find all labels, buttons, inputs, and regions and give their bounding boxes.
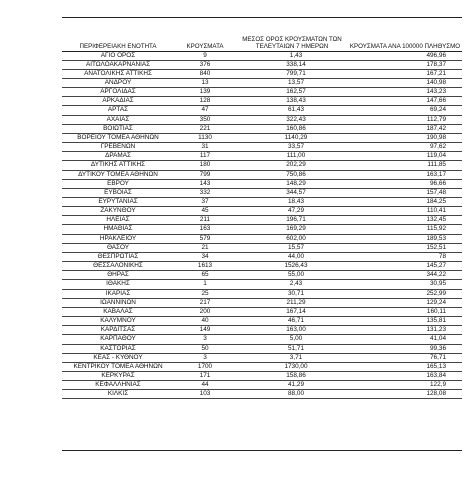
cell-per100k: 189,53 bbox=[348, 234, 462, 243]
cell-per100k: 190,98 bbox=[348, 133, 462, 142]
cell-cases: 579 bbox=[174, 234, 236, 243]
cell-avg7: 750,86 bbox=[236, 170, 348, 179]
cell-avg7: 138,43 bbox=[236, 97, 348, 106]
table-row bbox=[62, 88, 462, 97]
cell-avg7: 1140,29 bbox=[236, 133, 348, 142]
table-row bbox=[62, 317, 462, 326]
cell-region: ΘΗΡΑΣ bbox=[62, 271, 174, 280]
cell-avg7: 61,43 bbox=[236, 106, 348, 115]
cell-cases: 40 bbox=[174, 317, 236, 326]
cell-per100k: 69,24 bbox=[348, 106, 462, 115]
table-row bbox=[62, 106, 462, 115]
cell-cases: 332 bbox=[174, 188, 236, 197]
cell-cases: 211 bbox=[174, 216, 236, 225]
cell-avg7: 162,57 bbox=[236, 88, 348, 97]
cell-per100k: 110,41 bbox=[348, 207, 462, 216]
cell-avg7: 30,71 bbox=[236, 289, 348, 298]
cell-per100k: 184,25 bbox=[348, 198, 462, 207]
table-row bbox=[62, 326, 462, 335]
table-row bbox=[62, 51, 462, 60]
cell-cases: 128 bbox=[174, 97, 236, 106]
cell-avg7: 18,43 bbox=[236, 198, 348, 207]
cell-avg7: 1730,00 bbox=[236, 362, 348, 371]
cell-region: ΚΑΒΑΛΑΣ bbox=[62, 307, 174, 316]
cell-region: ΘΑΣΟΥ bbox=[62, 243, 174, 252]
table-row bbox=[62, 262, 462, 271]
cell-avg7: 5,00 bbox=[236, 335, 348, 344]
cell-cases: 103 bbox=[174, 390, 236, 399]
cell-cases: 217 bbox=[174, 298, 236, 307]
cell-avg7: 3,71 bbox=[236, 353, 348, 362]
cell-per100k: 122,9 bbox=[348, 381, 462, 390]
cell-region: ΖΑΚΥΝΘΟΥ bbox=[62, 207, 174, 216]
cell-avg7: 338,14 bbox=[236, 60, 348, 69]
cell-per100k: 157,48 bbox=[348, 188, 462, 197]
cell-cases: 1700 bbox=[174, 362, 236, 371]
cell-region: ΑΡΚΑΔΙΑΣ bbox=[62, 97, 174, 106]
cell-cases: 799 bbox=[174, 170, 236, 179]
table-row bbox=[62, 133, 462, 142]
cell-cases: 31 bbox=[174, 143, 236, 152]
cell-cases: 149 bbox=[174, 326, 236, 335]
table-body bbox=[62, 51, 462, 399]
table-row bbox=[62, 143, 462, 152]
table-row bbox=[62, 216, 462, 225]
cell-region: ΑΙΤΩΛΟΑΚΑΡΝΑΝΙΑΣ bbox=[62, 60, 174, 69]
cell-avg7: 88,00 bbox=[236, 390, 348, 399]
cell-region: ΙΚΑΡΙΑΣ bbox=[62, 289, 174, 298]
table-row bbox=[62, 179, 462, 188]
cell-cases: 45 bbox=[174, 207, 236, 216]
table-row bbox=[62, 307, 462, 316]
table-row bbox=[62, 298, 462, 307]
cell-region: ΚΑΣΤΟΡΙΑΣ bbox=[62, 344, 174, 353]
cell-region: ΓΡΕΒΕΝΩΝ bbox=[62, 143, 174, 152]
header-cases: ΚΡΟΥΣΜΑΤΑ bbox=[174, 27, 236, 51]
cell-avg7: 111,00 bbox=[236, 152, 348, 161]
cell-avg7: 1,43 bbox=[236, 51, 348, 60]
cell-avg7: 160,86 bbox=[236, 124, 348, 133]
cell-region: ΕΥΒΟΙΑΣ bbox=[62, 188, 174, 197]
cell-per100k: 112,79 bbox=[348, 115, 462, 124]
cell-per100k: 96,66 bbox=[348, 179, 462, 188]
cell-avg7: 13,57 bbox=[236, 78, 348, 87]
table-row bbox=[62, 353, 462, 362]
cell-per100k: 140,98 bbox=[348, 78, 462, 87]
cell-per100k: 41,04 bbox=[348, 335, 462, 344]
cell-cases: 9 bbox=[174, 51, 236, 60]
cell-avg7: 55,00 bbox=[236, 271, 348, 280]
table-row bbox=[62, 60, 462, 69]
cell-per100k: 163,17 bbox=[348, 170, 462, 179]
cell-cases: 139 bbox=[174, 88, 236, 97]
cell-per100k: 128,08 bbox=[348, 390, 462, 399]
cell-avg7: 163,00 bbox=[236, 326, 348, 335]
cell-region: ΑΝΑΤΟΛΙΚΗΣ ΑΤΤΙΚΗΣ bbox=[62, 69, 174, 78]
cell-region: ΑΡΓΟΛΙΔΑΣ bbox=[62, 88, 174, 97]
table-row bbox=[62, 252, 462, 261]
cell-region: ΘΕΣΣΑΛΟΝΙΚΗΣ bbox=[62, 262, 174, 271]
cell-region: ΑΓΙΟ ΟΡΟΣ bbox=[62, 51, 174, 60]
cell-cases: 21 bbox=[174, 243, 236, 252]
cell-per100k: 167,21 bbox=[348, 69, 462, 78]
cell-cases: 840 bbox=[174, 69, 236, 78]
cell-cases: 117 bbox=[174, 152, 236, 161]
cell-region: ΙΩΑΝΝΙΝΩΝ bbox=[62, 298, 174, 307]
header-avg7: ΜΕΣΟΣ ΟΡΟΣ ΚΡΟΥΣΜΑΤΩΝ ΤΩΝ ΤΕΛΕΥΤΑΙΩΝ 7 ΗΜΕΡΩΝ bbox=[236, 27, 348, 51]
cell-avg7: 51,71 bbox=[236, 344, 348, 353]
cell-per100k: 145,27 bbox=[348, 262, 462, 271]
cell-region: ΕΒΡΟΥ bbox=[62, 179, 174, 188]
cell-region: ΚΕΦΑΛΛΗΝΙΑΣ bbox=[62, 381, 174, 390]
table-row bbox=[62, 97, 462, 106]
table-row bbox=[62, 271, 462, 280]
table-header bbox=[62, 27, 462, 51]
cell-cases: 180 bbox=[174, 161, 236, 170]
cell-per100k: 187,42 bbox=[348, 124, 462, 133]
cell-cases: 34 bbox=[174, 252, 236, 261]
cell-per100k: 132,45 bbox=[348, 216, 462, 225]
cell-region: ΚΙΛΚΙΣ bbox=[62, 390, 174, 399]
table-row bbox=[62, 124, 462, 133]
cell-cases: 350 bbox=[174, 115, 236, 124]
table-row bbox=[62, 207, 462, 216]
cell-cases: 163 bbox=[174, 225, 236, 234]
table-row bbox=[62, 335, 462, 344]
header-region: ΠΕΡΙΦΕΡΕΙΑΚΗ ΕΝΟΤΗΤΑ bbox=[62, 27, 174, 51]
cell-region: ΑΡΤΑΣ bbox=[62, 106, 174, 115]
cell-per100k: 344,22 bbox=[348, 271, 462, 280]
table-row bbox=[62, 371, 462, 380]
cell-cases: 65 bbox=[174, 271, 236, 280]
cell-cases: 25 bbox=[174, 289, 236, 298]
cell-region: ΔΡΑΜΑΣ bbox=[62, 152, 174, 161]
cell-cases: 376 bbox=[174, 60, 236, 69]
cell-avg7: 344,57 bbox=[236, 188, 348, 197]
cell-region: ΙΘΑΚΗΣ bbox=[62, 280, 174, 289]
cell-region: ΚΑΡΠΑΘΟΥ bbox=[62, 335, 174, 344]
cell-avg7: 41,29 bbox=[236, 381, 348, 390]
table-row bbox=[62, 381, 462, 390]
table-row bbox=[62, 170, 462, 179]
cell-region: ΗΛΕΙΑΣ bbox=[62, 216, 174, 225]
table-row bbox=[62, 78, 462, 87]
cell-avg7: 602,00 bbox=[236, 234, 348, 243]
cell-region: ΔΥΤΙΚΟΥ ΤΟΜΕΑ ΑΘΗΝΩΝ bbox=[62, 170, 174, 179]
cell-avg7: 15,57 bbox=[236, 243, 348, 252]
cell-cases: 221 bbox=[174, 124, 236, 133]
cell-per100k: 119,04 bbox=[348, 152, 462, 161]
cell-per100k: 178,37 bbox=[348, 60, 462, 69]
table-row bbox=[62, 234, 462, 243]
cases-table bbox=[62, 27, 462, 399]
cell-cases: 171 bbox=[174, 371, 236, 380]
header-per100k: ΚΡΟΥΣΜΑΤΑ ΑΝΑ 100000 ΠΛΗΘΥΣΜΟ bbox=[348, 27, 462, 51]
cell-per100k: 496,96 bbox=[348, 51, 462, 60]
cell-region: ΒΟΡΕΙΟΥ ΤΟΜΕΑ ΑΘΗΝΩΝ bbox=[62, 133, 174, 142]
cell-region: ΚΕΝΤΡΙΚΟΥ ΤΟΜΕΑ ΑΘΗΝΩΝ bbox=[62, 362, 174, 371]
cell-cases: 1 bbox=[174, 280, 236, 289]
cell-per100k: 135,81 bbox=[348, 317, 462, 326]
table-row bbox=[62, 115, 462, 124]
cell-per100k: 252,99 bbox=[348, 289, 462, 298]
cell-region: ΔΥΤΙΚΗΣ ΑΤΤΙΚΗΣ bbox=[62, 161, 174, 170]
cell-per100k: 147,66 bbox=[348, 97, 462, 106]
table-row bbox=[62, 289, 462, 298]
table-row bbox=[62, 69, 462, 78]
cell-avg7: 211,29 bbox=[236, 298, 348, 307]
cell-avg7: 44,00 bbox=[236, 252, 348, 261]
cell-region: ΑΧΑΪΑΣ bbox=[62, 115, 174, 124]
cell-avg7: 148,29 bbox=[236, 179, 348, 188]
cell-cases: 47 bbox=[174, 106, 236, 115]
cell-cases: 1130 bbox=[174, 133, 236, 142]
table-row bbox=[62, 152, 462, 161]
cell-region: ΕΥΡΥΤΑΝΙΑΣ bbox=[62, 198, 174, 207]
cell-cases: 3 bbox=[174, 353, 236, 362]
cell-region: ΚΑΡΔΙΤΣΑΣ bbox=[62, 326, 174, 335]
table-row bbox=[62, 362, 462, 371]
cell-region: ΗΡΑΚΛΕΙΟΥ bbox=[62, 234, 174, 243]
cell-avg7: 33,57 bbox=[236, 143, 348, 152]
top-rule bbox=[62, 17, 462, 18]
cell-per100k: 99,36 bbox=[348, 344, 462, 353]
cell-per100k: 131,23 bbox=[348, 326, 462, 335]
cell-per100k: 97,62 bbox=[348, 143, 462, 152]
cell-region: ΚΕΡΚΥΡΑΣ bbox=[62, 371, 174, 380]
cell-region: ΚΕΑΣ - ΚΥΘΝΟΥ bbox=[62, 353, 174, 362]
cell-per100k: 143,23 bbox=[348, 88, 462, 97]
cell-avg7: 47,29 bbox=[236, 207, 348, 216]
cell-per100k: 78 bbox=[348, 252, 462, 261]
cell-per100k: 152,51 bbox=[348, 243, 462, 252]
cell-cases: 143 bbox=[174, 179, 236, 188]
cell-cases: 50 bbox=[174, 344, 236, 353]
cell-cases: 200 bbox=[174, 307, 236, 316]
table-row bbox=[62, 225, 462, 234]
cell-per100k: 111,85 bbox=[348, 161, 462, 170]
cell-cases: 3 bbox=[174, 335, 236, 344]
cell-avg7: 167,14 bbox=[236, 307, 348, 316]
table-row bbox=[62, 390, 462, 399]
cell-per100k: 115,92 bbox=[348, 225, 462, 234]
cell-region: ΘΕΣΠΡΩΤΙΑΣ bbox=[62, 252, 174, 261]
table-row bbox=[62, 243, 462, 252]
table-row bbox=[62, 344, 462, 353]
cell-avg7: 799,71 bbox=[236, 69, 348, 78]
bottom-rule bbox=[62, 450, 462, 451]
cell-per100k: 160,11 bbox=[348, 307, 462, 316]
cell-cases: 44 bbox=[174, 381, 236, 390]
cell-cases: 1613 bbox=[174, 262, 236, 271]
cell-avg7: 46,71 bbox=[236, 317, 348, 326]
cell-per100k: 163,84 bbox=[348, 371, 462, 380]
cell-per100k: 76,71 bbox=[348, 353, 462, 362]
cell-avg7: 322,43 bbox=[236, 115, 348, 124]
cell-region: ΑΝΔΡΟΥ bbox=[62, 78, 174, 87]
cell-cases: 13 bbox=[174, 78, 236, 87]
table-row bbox=[62, 161, 462, 170]
cell-per100k: 165,13 bbox=[348, 362, 462, 371]
cell-cases: 37 bbox=[174, 198, 236, 207]
cell-avg7: 202,29 bbox=[236, 161, 348, 170]
cell-per100k: 30,95 bbox=[348, 280, 462, 289]
cell-region: ΚΑΛΥΜΝΟΥ bbox=[62, 317, 174, 326]
cell-avg7: 158,86 bbox=[236, 371, 348, 380]
cell-region: ΒΟΙΩΤΙΑΣ bbox=[62, 124, 174, 133]
cell-region: ΗΜΑΘΙΑΣ bbox=[62, 225, 174, 234]
cell-per100k: 129,24 bbox=[348, 298, 462, 307]
cell-avg7: 169,29 bbox=[236, 225, 348, 234]
table-row bbox=[62, 280, 462, 289]
table-row bbox=[62, 188, 462, 197]
cell-avg7: 2,43 bbox=[236, 280, 348, 289]
table-row bbox=[62, 198, 462, 207]
cell-avg7: 1526,43 bbox=[236, 262, 348, 271]
cell-avg7: 196,71 bbox=[236, 216, 348, 225]
